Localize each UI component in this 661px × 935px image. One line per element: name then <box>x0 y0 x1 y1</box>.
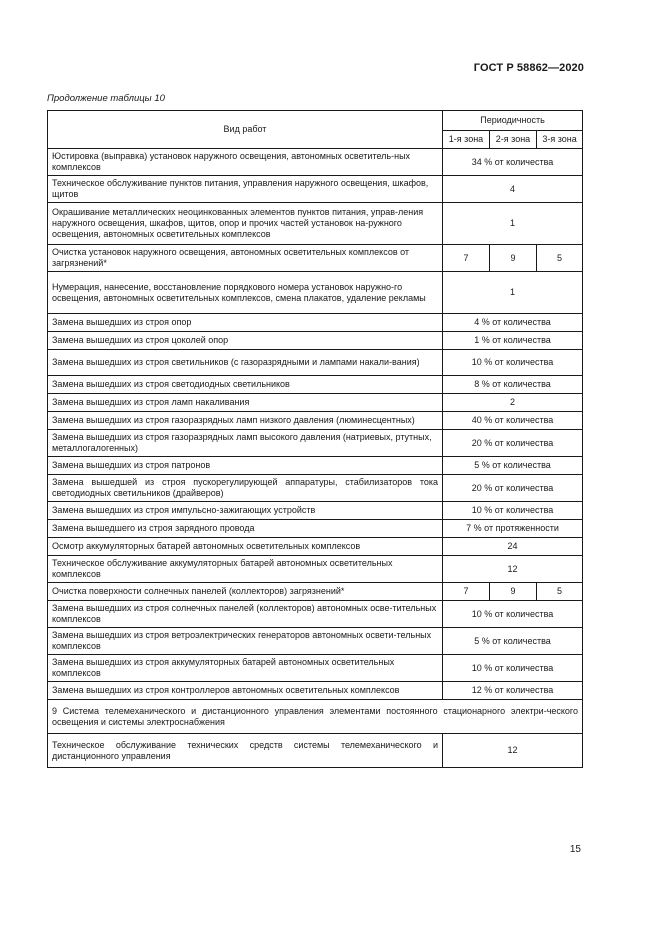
work-type-cell: Замена вышедших из строя контроллеров автономных осветительных комплексов <box>48 682 443 700</box>
table-row <box>48 149 583 176</box>
table-row <box>48 520 583 538</box>
table-row <box>48 430 583 457</box>
periodicity-value-cell: 34 % от количества <box>443 149 583 176</box>
table-row <box>48 376 583 394</box>
periodicity-value-cell: 20 % от количества <box>443 475 583 502</box>
periodicity-value-cell: 8 % от количества <box>443 376 583 394</box>
periodicity-value-cell: 12 % от количества <box>443 682 583 700</box>
zone-3-value-cell: 5 <box>537 245 583 272</box>
periodicity-value-cell: 10 % от количества <box>443 655 583 682</box>
table-row <box>48 350 583 376</box>
work-type-cell: Замена вышедших из строя ветроэлектрических генераторов автономных освети-тельных комплексов <box>48 628 443 655</box>
header-work-type: Вид работ <box>48 111 443 149</box>
table-row <box>48 412 583 430</box>
table-row <box>48 502 583 520</box>
work-type-cell: Очистка установок наружного освещения, автономных осветительных комплексов от загрязнений* <box>48 245 443 272</box>
periodicity-value-cell: 12 <box>443 734 583 768</box>
page-number: 15 <box>569 844 581 855</box>
work-type-cell: Замена вышедших из строя газоразрядных ламп высокого давления (натриевых, ртутных, металлогалогенных) <box>48 430 443 457</box>
table-row <box>48 394 583 412</box>
work-type-cell: Замена вышедших из строя цоколей опор <box>48 332 443 350</box>
work-type-cell: Очистка поверхности солнечных панелей (коллекторов) загрязнений* <box>48 583 443 601</box>
periodicity-value-cell: 4 % от количества <box>443 314 583 332</box>
periodicity-value-cell: 10 % от количества <box>443 601 583 628</box>
table-row <box>48 245 583 272</box>
work-type-cell: Замена вышедших из строя опор <box>48 314 443 332</box>
work-type-cell: Техническое обслуживание технических средств системы телемеханического и дистанционного управления <box>48 734 443 768</box>
table-row <box>48 203 583 245</box>
table-row <box>48 314 583 332</box>
work-type-cell: Юстировка (выправка) установок наружного освещения, автономных осветитель-ных комплексов <box>48 149 443 176</box>
work-type-cell: Техническое обслуживание пунктов питания, управления наружного освещения, шкафов, щитов <box>48 176 443 203</box>
table-row <box>48 583 583 601</box>
periodicity-value-cell: 20 % от количества <box>443 430 583 457</box>
work-type-cell: Осмотр аккумуляторных батарей автономных осветительных комплексов <box>48 538 443 556</box>
work-type-cell: Замена вышедших из строя импульсно-зажигающих устройств <box>48 502 443 520</box>
table-row <box>48 332 583 350</box>
table-body <box>48 149 583 768</box>
work-type-cell: Техническое обслуживание аккумуляторных батарей автономных осветительных комплексов <box>48 556 443 583</box>
standard-code: ГОСТ Р 58862—2020 <box>473 62 584 74</box>
periodicity-value-cell: 12 <box>443 556 583 583</box>
periodicity-value-cell: 40 % от количества <box>443 412 583 430</box>
work-type-cell: Замена вышедших из строя газоразрядных ламп низкого давления (люминесцентных) <box>48 412 443 430</box>
table-row <box>48 272 583 314</box>
work-type-cell: Замена вышедшей из строя пускорегулирующей аппаратуры, стабилизаторов тока светодиодных светильников (драйверов) <box>48 475 443 502</box>
periodicity-value-cell: 10 % от количества <box>443 502 583 520</box>
zone-2-value-cell: 9 <box>490 245 537 272</box>
periodicity-value-cell: 1 % от количества <box>443 332 583 350</box>
work-type-cell: Замена вышедших из строя аккумуляторных батарей автономных осветительных комплексов <box>48 655 443 682</box>
work-type-cell: Замена вышедших из строя светильников (с газоразрядными и лампами накали-вания) <box>48 350 443 376</box>
work-type-cell: Замена вышедших из строя патронов <box>48 457 443 475</box>
work-type-cell: Замена вышедшего из строя зарядного провода <box>48 520 443 538</box>
zone-2-value-cell: 9 <box>490 583 537 601</box>
periodicity-value-cell: 5 % от количества <box>443 457 583 475</box>
zone-1-value-cell: 7 <box>443 245 490 272</box>
periodicity-value-cell: 5 % от количества <box>443 628 583 655</box>
table-caption: Продолжение таблицы 10 <box>47 93 165 104</box>
table-row <box>48 538 583 556</box>
zone-1-value-cell: 7 <box>443 583 490 601</box>
maintenance-periodicity-table <box>47 110 583 768</box>
work-type-cell: Замена вышедших из строя солнечных панелей (коллекторов) автономных осве-тительных комплексов <box>48 601 443 628</box>
periodicity-value-cell: 2 <box>443 394 583 412</box>
periodicity-value-cell: 1 <box>443 203 583 245</box>
table-row <box>48 734 583 768</box>
header-zone-2: 2-я зона <box>490 131 537 149</box>
header-zone-1: 1-я зона <box>443 131 490 149</box>
table-row <box>48 655 583 682</box>
table-row <box>48 475 583 502</box>
table-row <box>48 628 583 655</box>
header-zone-3: 3-я зона <box>537 131 583 149</box>
section-heading: 9 Система телемеханического и дистанционного управления элементами постоянного стационарного электри-ческого освещения и системы электроснабжения <box>48 700 583 734</box>
work-type-cell: Замена вышедших из строя светодиодных светильников <box>48 376 443 394</box>
work-type-cell: Замена вышедших из строя ламп накаливания <box>48 394 443 412</box>
table-row <box>48 457 583 475</box>
zone-3-value-cell: 5 <box>537 583 583 601</box>
table-row <box>48 176 583 203</box>
header-periodicity: Периодичность <box>443 111 583 131</box>
periodicity-value-cell: 1 <box>443 272 583 314</box>
table-row <box>48 682 583 700</box>
work-type-cell: Окрашивание металлических неоцинкованных элементов пунктов питания, управ-ления наружного освещения, шкафов, щитов, опор и прочих частей установок на-ружного освещения, автономных осветительных комплексов <box>48 203 443 245</box>
periodicity-value-cell: 4 <box>443 176 583 203</box>
table-row <box>48 556 583 583</box>
work-type-cell: Нумерация, нанесение, восстановление порядкового номера установок наружно-го освещения, автономных осветительных комплексов, смена плакатов, удаление рекламы <box>48 272 443 314</box>
table-row <box>48 700 583 734</box>
table-row <box>48 601 583 628</box>
periodicity-value-cell: 10 % от количества <box>443 350 583 376</box>
periodicity-value-cell: 7 % от протяженности <box>443 520 583 538</box>
periodicity-value-cell: 24 <box>443 538 583 556</box>
